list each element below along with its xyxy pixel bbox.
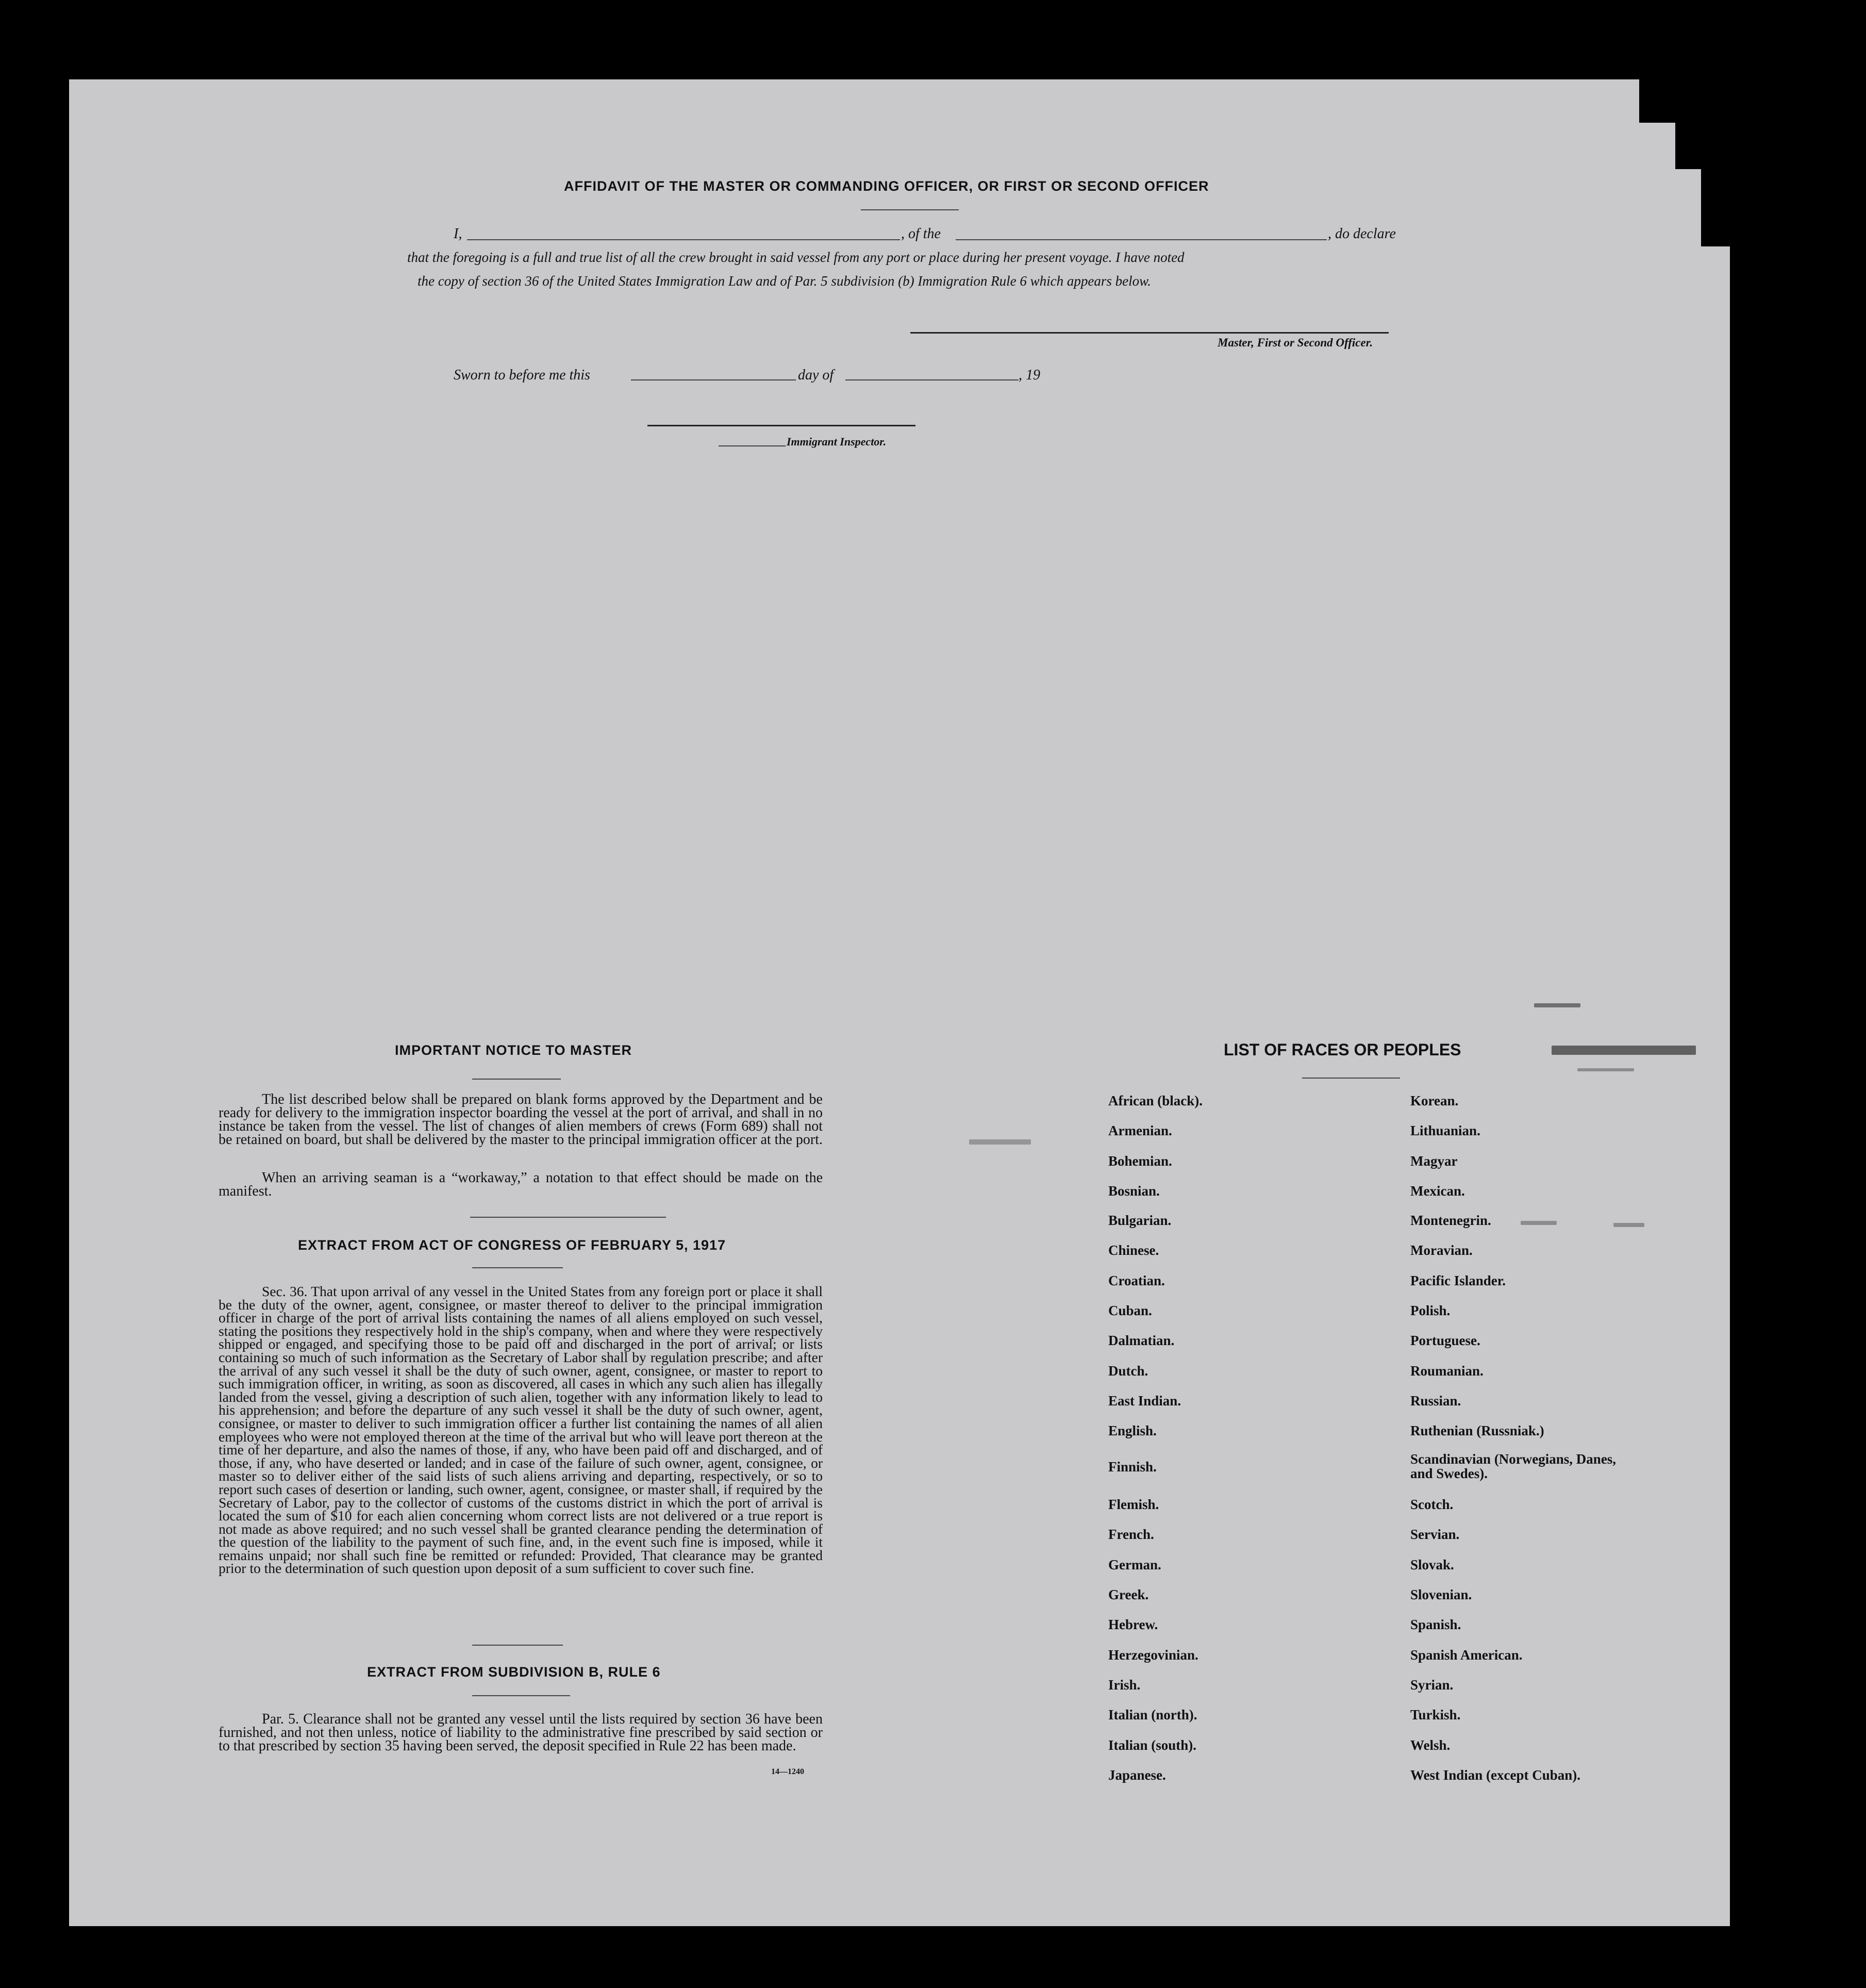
race-item: Scotch. bbox=[1410, 1497, 1454, 1512]
race-item: Magyar bbox=[1410, 1153, 1458, 1169]
race-item: Scandinavian (Norwegians, Danes, and Swedes). bbox=[1410, 1451, 1617, 1481]
race-item: Finnish. bbox=[1108, 1459, 1157, 1475]
races-heading: LIST OF RACES OR PEOPLES bbox=[1224, 1040, 1461, 1059]
torn-corner bbox=[1639, 79, 1730, 123]
race-item: Japanese. bbox=[1108, 1767, 1166, 1783]
notice-heading: IMPORTANT NOTICE TO MASTER bbox=[395, 1042, 632, 1058]
divider bbox=[472, 1079, 561, 1080]
race-item: Dalmatian. bbox=[1108, 1333, 1175, 1348]
signature-line-master bbox=[910, 332, 1389, 334]
race-item: German. bbox=[1108, 1557, 1161, 1572]
punch-hole bbox=[1786, 734, 1809, 758]
race-item: Slovenian. bbox=[1410, 1587, 1472, 1602]
punch-hole bbox=[1786, 1247, 1809, 1270]
sworn-year: , 19 bbox=[1019, 367, 1040, 383]
race-item: Chinese. bbox=[1108, 1242, 1159, 1258]
divider bbox=[1302, 1078, 1400, 1079]
race-item: Herzegovinian. bbox=[1108, 1647, 1198, 1663]
race-item: Turkish. bbox=[1410, 1707, 1461, 1722]
inspector-label: Immigrant Inspector. bbox=[787, 435, 887, 448]
affidavit-line1-mid: , of the bbox=[901, 226, 941, 242]
race-item: Irish. bbox=[1108, 1677, 1141, 1693]
race-item: Welsh. bbox=[1410, 1737, 1451, 1753]
sworn-text: Sworn to before me this bbox=[454, 367, 590, 383]
race-item: Servian. bbox=[1410, 1527, 1460, 1542]
race-item: Syrian. bbox=[1410, 1677, 1454, 1693]
divider bbox=[470, 1217, 666, 1218]
race-item: Hebrew. bbox=[1108, 1617, 1158, 1632]
notice-paragraph-2: When an arriving seaman is a “workaway,” a notation to that effect should be made on the manifest. bbox=[219, 1170, 823, 1199]
race-item: Roumanian. bbox=[1410, 1363, 1484, 1379]
affidavit-line1-start: I, bbox=[454, 226, 462, 242]
torn-corner bbox=[1701, 169, 1730, 246]
blank-line-day bbox=[631, 379, 796, 380]
race-item: Slovak. bbox=[1410, 1557, 1454, 1572]
race-item: African (black). bbox=[1108, 1093, 1203, 1108]
act-section-36-text: Sec. 36. That upon arrival of any vessel in the United States from any foreign port or place it shall be the duty of the owner, agent, consignee, or master thereof to deliver to the principal immigration officer in charge of the port of arrival lists containing the names of all aliens employed on such vessel, stating the positions they respectively hold in the ship's company, when and where they were respectively shipped or engaged, and specifying those to be paid off and discharged in the port of arrival; or lists containing so much of such information as the Secretary of Labor shall by regulation prescribe; and after the arrival of any such vessel it shall be the duty of such owner, agent, consignee, or master to report to such immigration officer, in writing, as soon as discovered, all cases in which any such alien has illegally landed from the vessel, giving a description of such alien, together with any information likely to lead to his apprehension; and before the departure of any such vessel it shall be the duty of such owner, agent, consignee, or master to deliver to such immigration officer a further list containing the names of all alien employees who were not employed thereon at the time of the arrival but who will leave port thereon at the time of her departure, and also the names of those, if any, who have been paid off and discharged, and of those, if any, who have deserted or landed; and in case of the failure of such owner, agent, consignee, or master so to deliver either of the said lists of such aliens arriving and departing, respectively, or so to report such cases of desertion or landing, such owner, agent, consignee, or master shall, if required by the Secretary of Labor, pay to the collector of customs of the customs district in which the port of arrival is located the sum of $10 for each alien concerning whom correct lists are not delivered or a true report is not made as above required; and no such vessel shall be granted clearance pending the determination of the question of the liability to the payment of such fine, and, in the event such fine is imposed, while it remains unpaid; nor shall such fine be remitted or refunded: Provided, That clearance may be granted prior to the determination of such question upon deposit of a sum sufficient to cover such fine. bbox=[219, 1283, 823, 1577]
punch-hole bbox=[1786, 1330, 1809, 1354]
notice-paragraph-1: The list described below shall be prepared on blank forms approved by the Department and be ready for delivery to the immigration inspector boarding the vessel at the port of arrival, and shall in no instance be taken from the vessel. The list of changes of alien members of crews (Form 689) shall not be retained on board, but shall be delivered by the master to the principal immigration officer at the port. bbox=[219, 1091, 823, 1148]
affidavit-line3: the copy of section 36 of the United States Immigration Law and of Par. 5 subdivision (b) Immigration Rule 6 which appears below. bbox=[418, 273, 1151, 289]
affidavit-heading: AFFIDAVIT OF THE MASTER OR COMMANDING OFFICER, OR FIRST OR SECOND OFFICER bbox=[564, 178, 1209, 194]
race-item: Pacific Islander. bbox=[1410, 1273, 1506, 1288]
race-item: Portuguese. bbox=[1410, 1333, 1480, 1348]
torn-corner bbox=[1675, 123, 1730, 169]
race-item: Montenegrin. bbox=[1410, 1213, 1491, 1228]
inspector-short-line bbox=[719, 445, 786, 446]
race-item: Cuban. bbox=[1108, 1303, 1152, 1318]
sworn-day-of: day of bbox=[798, 367, 834, 383]
divider bbox=[861, 209, 959, 210]
act-heading: EXTRACT FROM ACT OF CONGRESS OF FEBRUARY 5, 1917 bbox=[298, 1237, 726, 1253]
race-item: East Indian. bbox=[1108, 1393, 1181, 1409]
divider bbox=[472, 1267, 563, 1268]
race-item: Italian (north). bbox=[1108, 1707, 1197, 1722]
race-item: Mexican. bbox=[1410, 1183, 1465, 1199]
affidavit-line2: that the foregoing is a full and true list of all the crew brought in said vessel from any port or place during her present voyage. I have noted bbox=[407, 250, 1185, 265]
rule-heading: EXTRACT FROM SUBDIVISION B, RULE 6 bbox=[367, 1664, 661, 1680]
race-item: Spanish American. bbox=[1410, 1647, 1523, 1663]
race-item: Italian (south). bbox=[1108, 1737, 1197, 1753]
race-item: Moravian. bbox=[1410, 1242, 1473, 1258]
race-item: Armenian. bbox=[1108, 1123, 1172, 1138]
signature-line-inspector bbox=[647, 425, 915, 426]
punch-hole bbox=[1786, 1690, 1809, 1714]
affidavit-line1-end: , do declare bbox=[1328, 226, 1396, 242]
race-item: English. bbox=[1108, 1423, 1157, 1438]
race-item: West Indian (except Cuban). bbox=[1410, 1767, 1581, 1783]
race-item: Bulgarian. bbox=[1108, 1213, 1172, 1228]
divider bbox=[472, 1645, 563, 1646]
blank-line-vessel bbox=[956, 239, 1327, 240]
race-item: Spanish. bbox=[1410, 1617, 1461, 1632]
race-item: Croatian. bbox=[1108, 1273, 1165, 1288]
race-item: Lithuanian. bbox=[1410, 1123, 1480, 1138]
blank-line-month bbox=[845, 379, 1019, 380]
race-item: Russian. bbox=[1410, 1393, 1461, 1409]
divider bbox=[472, 1695, 570, 1696]
punch-hole bbox=[1786, 376, 1809, 400]
race-item: Bosnian. bbox=[1108, 1183, 1160, 1199]
race-item: Ruthenian (Russniak.) bbox=[1410, 1423, 1544, 1438]
race-item: Korean. bbox=[1410, 1093, 1459, 1108]
rule-par-5-text: Par. 5. Clearance shall not be granted any vessel until the lists required by section 36 have been furnished, and not then unless, notice of liability to the administrative fine prescribed by said section or to that prescribed by section 35 having been served, the deposit specified in Rule 22 has been made. bbox=[219, 1711, 823, 1754]
master-label: Master, First or Second Officer. bbox=[1218, 336, 1373, 349]
race-item: French. bbox=[1108, 1527, 1154, 1542]
race-item: Dutch. bbox=[1108, 1363, 1148, 1379]
form-number: 14—1240 bbox=[771, 1767, 804, 1776]
punch-hole bbox=[1786, 650, 1809, 673]
blank-line-name bbox=[467, 239, 900, 240]
race-item: Flemish. bbox=[1108, 1497, 1159, 1512]
race-item: Bohemian. bbox=[1108, 1153, 1172, 1169]
punch-hole bbox=[1786, 1606, 1809, 1630]
race-item: Polish. bbox=[1410, 1303, 1451, 1318]
race-item: Greek. bbox=[1108, 1587, 1149, 1602]
